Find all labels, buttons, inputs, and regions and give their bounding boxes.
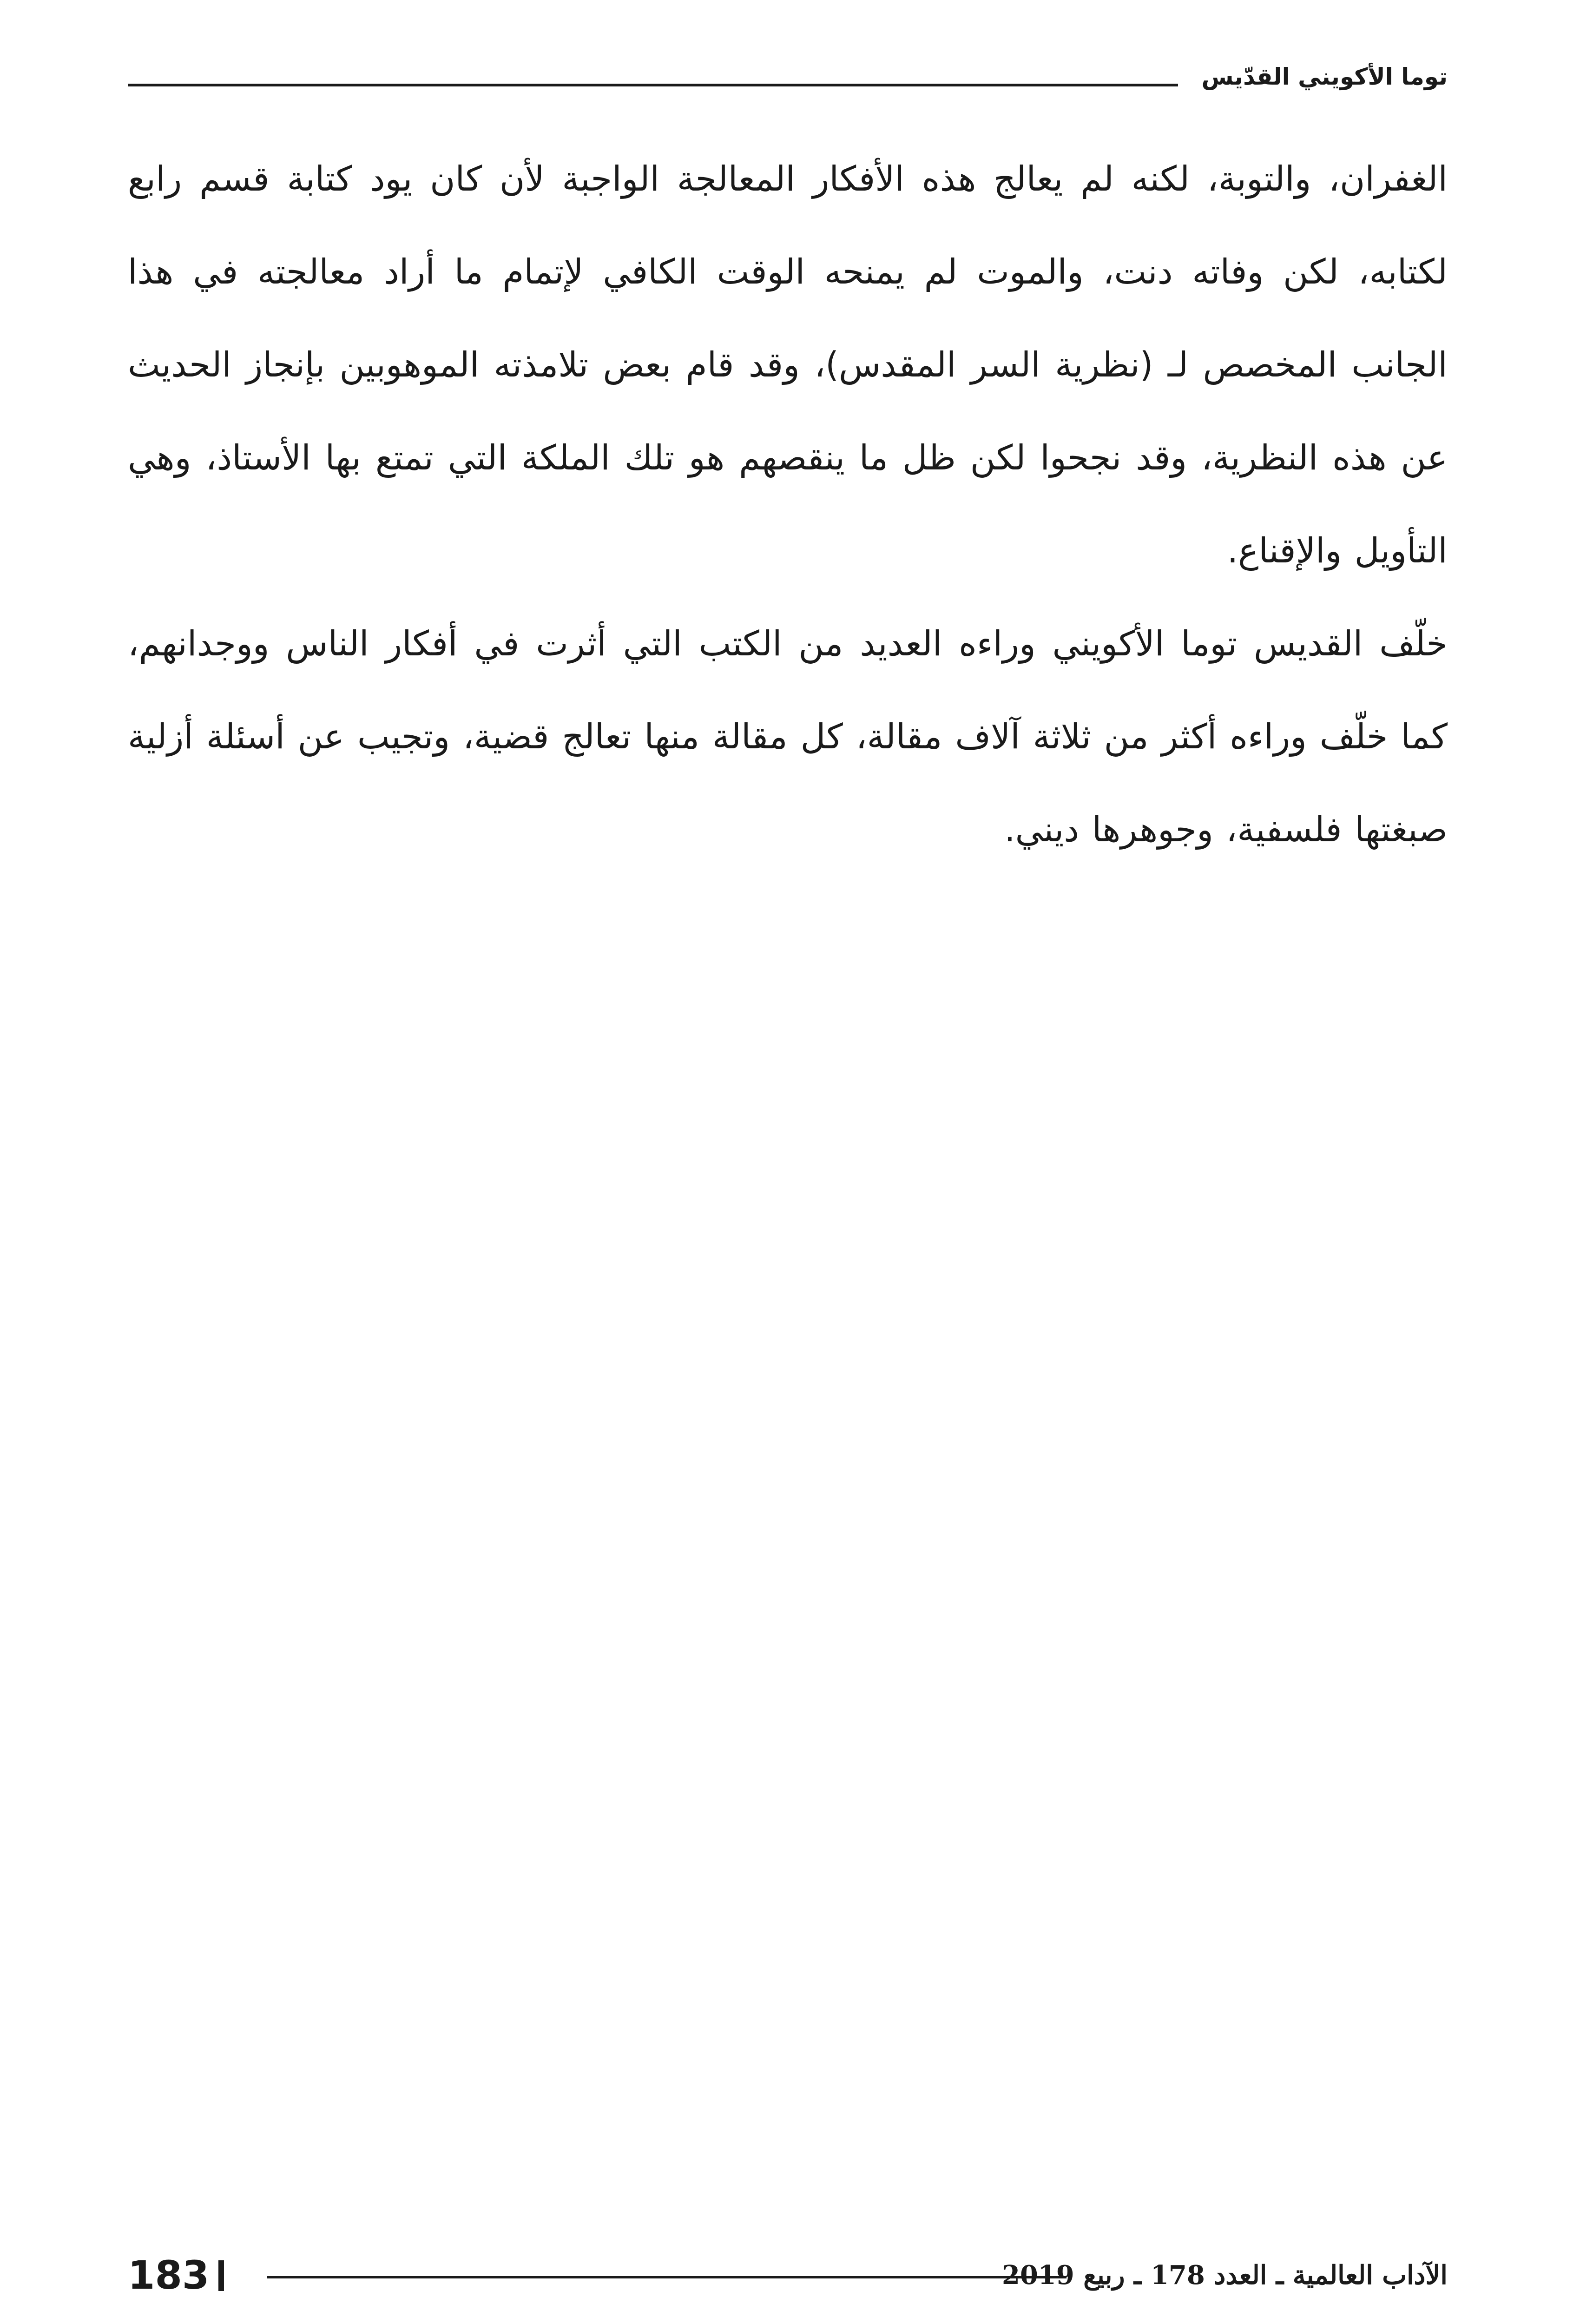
journal-issue-info: الآداب العالمية ـ العدد 178 ـ ربيع 2019 xyxy=(1001,2260,1448,2291)
paragraph-1: الغفران، والتوبة، لكنه لم يعالج هذه الأفكار المعالجة الواجبة لأن كان يود كتابة قسم رابع لكتابه، لكن وفاته دنت، والموت لم يمنحه الوقت الكافي لإتمام ما أراد معالجته في هذا الجانب المخصص لـ (نظرية السر المقدس)، وقد قام بعض تلامذته الموهوبين بإنجاز الحديث عن هذه النظرية، وقد نجحوا لكن ظل ما ينقصهم هو تلك الملكة التي تمتع بها الأستاذ، وهي التأويل والإقناع. xyxy=(128,159,1448,571)
header-rule xyxy=(128,84,1178,86)
page-footer xyxy=(128,2252,1448,2298)
page-number: 183 xyxy=(128,2252,210,2298)
body-text xyxy=(128,132,1448,876)
paragraph-2: خلّف القديس توما الأكويني وراءه العديد من الكتب التي أثرت في أفكار الناس ووجدانهم، كما خلّف وراءه أكثر من ثلاثة آلاف مقالة، كل مقالة منها تعالج قضية، وتجيب عن أسئلة أزلية صبغتها فلسفية، وجوهرها ديني. xyxy=(128,624,1448,850)
page-number-bar xyxy=(218,2260,224,2291)
running-header-title: توما الأكويني القدّيس xyxy=(1201,63,1448,90)
running-header xyxy=(128,56,1448,98)
footer-rule xyxy=(267,2276,1066,2278)
